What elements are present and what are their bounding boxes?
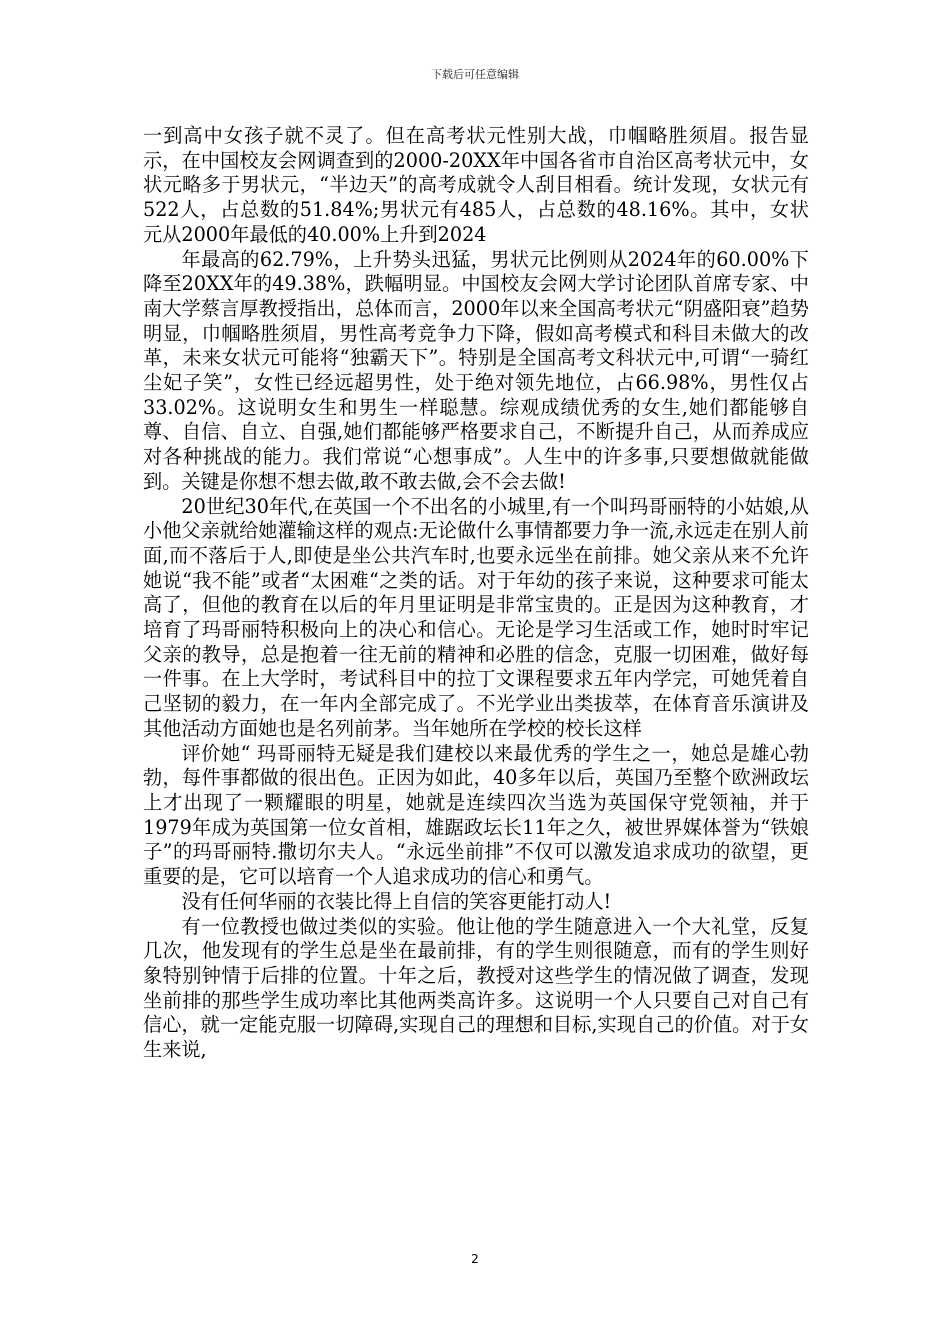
paragraph-4: 评价她“ 玛哥丽特无疑是我们建校以来最优秀的学生之一，她总是雄心勃勃，每件事都做的很出色。正因为如此，40多年以后，英国乃至整个欧洲政坛上才出现了一颗耀眼的明星，她就是连续四次当选为英国保守党领袖，并于1979年成为英国第一位女首相，雄踞政坛长11年之久，被世界媒体誉为“铁娘子”的玛哥丽特.撒切尔夫人。“永远坐前排”不仅可以激发追求成功的欲望，更重要的是，它可以培育一个人追求成功的信心和勇气。 xyxy=(143,741,809,889)
body-text xyxy=(143,124,809,1063)
paragraph-2: 年最高的62.79%，上升势头迅猛，男状元比例则从2024年的60.00%下降至20XX年的49.38%，跌幅明显。中国校友会网大学讨论团队首席专家、中南大学蔡言厚教授指出，总体而言，2000年以来全国高考状元“阴盛阳衰”趋势明显，巾帼略胜须眉，男性高考竞争力下降，假如高考模式和科目未做大的改革，未来女状元可能将“独霸天下”。特别是全国高考文科状元中,可谓“一骑红尘妃子笑”，女性已经远超男性，处于绝对领先地位，占66.98%，男性仅占33.02%。这说明女生和男生一样聪慧。综观成绩优秀的女生,她们都能够自尊、自信、自立、自强,她们都能够严格要求自己，不断提升自己，从而养成应对各种挑战的能力。我们常说“心想事成”。人生中的许多事,只要想做就能做到。关键是你想不想去做,敢不敢去做,会不会去做! xyxy=(143,247,809,493)
page-header: 下载后可任意编辑 xyxy=(431,68,519,81)
paragraph-3: 20世纪30年代,在英国一个不出名的小城里,有一个叫玛哥丽特的小姑娘,从小他父亲就给她灌输这样的观点:无论做什么事情都要力争一流,永远走在别人前面,而不落后于人,即使是坐公共汽车时,也要永远坐在前排。她父亲从来不允许她说“我不能”或者“太困难“之类的话。对于年幼的孩子来说，这种要求可能太高了，但他的教育在以后的年月里证明是非常宝贵的。正是因为这种教育，才培育了玛哥丽特积极向上的决心和信心。无论是学习生活或工作，她时时牢记父亲的教导，总是抱着一往无前的精神和必胜的信念，克服一切困难，做好每一件事。在上大学时，考试科目中的拉丁文课程要求五年内学完，可她凭着自己坚韧的毅力，在一年内全部完成了。不光学业出类拔萃，在体育音乐演讲及其他活动方面她也是名列前茅。当年她所在学校的校长这样 xyxy=(143,494,809,740)
paragraph-6: 有一位教授也做过类似的实验。他让他的学生随意进入一个大礼堂，反复几次，他发现有的学生总是坐在最前排，有的学生则很随意，而有的学生则好象特别钟情于后排的位置。十年之后，教授对这些学生的情况做了调查，发现坐前排的那些学生成功率比其他两类高许多。这说明一个人只要自己对自己有信心，就一定能克服一切障碍,实现自己的理想和目标,实现自己的价值。对于女生来说, xyxy=(143,914,809,1062)
paragraph-1: 一到高中女孩子就不灵了。但在高考状元性别大战，巾帼略胜须眉。报告显示，在中国校友会网调查到的2000-20XX年中国各省市自治区高考状元中，女状元略多于男状元，“半边天”的高考成就令人刮目相看。统计发现，女状元有522人，占总数的51.84%;男状元有485人，占总数的48.16%。其中，女状元从2000年最低的40.00%上升到2024 xyxy=(143,124,809,246)
paragraph-5: 没有任何华丽的衣装比得上自信的笑容更能打动人! xyxy=(181,889,612,913)
page-number: 2 xyxy=(471,1252,479,1266)
